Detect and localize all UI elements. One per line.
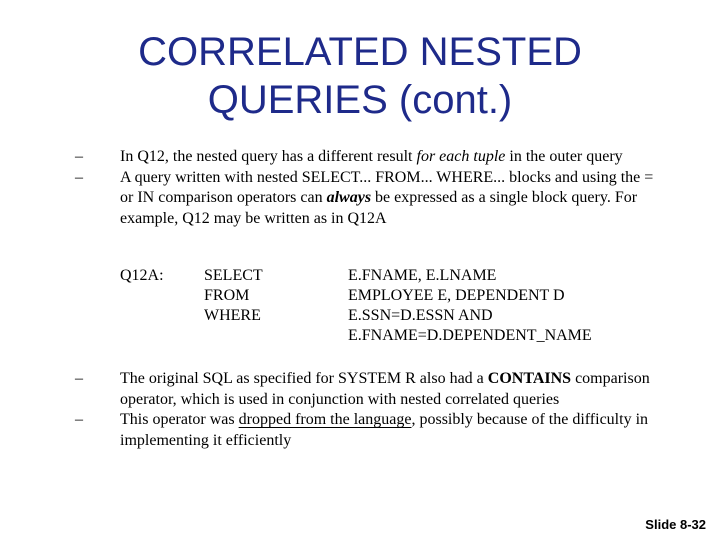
dash-icon	[38, 410, 120, 431]
dash-icon	[38, 369, 120, 390]
keyword-from: FROM	[204, 287, 250, 304]
title-line-2: QUERIES (cont.)	[207, 78, 513, 122]
slide-number: Slide 8-32	[645, 517, 706, 532]
bottom-bullet-list	[38, 369, 668, 451]
query-label-text: Q12A:	[120, 267, 164, 284]
emphasis-text: for each tuple	[416, 148, 506, 165]
strong-text: CONTAINS	[487, 370, 572, 387]
bullet-item	[38, 147, 668, 168]
bullet-text: This operator was	[120, 411, 239, 428]
keyword-select: SELECT	[204, 267, 263, 284]
bullet-text: , possibly because of the difficulty in implementing it efficiently	[120, 411, 649, 449]
keyword-where: WHERE	[204, 307, 261, 324]
query-values	[348, 266, 592, 346]
bullet-text: A query written with nested SELECT... FROM... WHERE... blocks and using the = or IN comparison operators can	[120, 168, 654, 206]
emphasis-text: always	[326, 189, 372, 206]
bullet-item	[38, 369, 668, 410]
underlined-text: dropped from the language	[238, 411, 412, 428]
query-keywords	[204, 266, 263, 326]
bullet-text: in the outer query	[505, 148, 623, 165]
bullet-item	[38, 410, 668, 451]
slide-title	[60, 28, 660, 124]
dash-icon	[38, 168, 120, 189]
top-bullet-list	[38, 147, 668, 229]
select-clause: E.FNAME, E.LNAME	[348, 267, 497, 284]
dash-icon	[38, 147, 120, 168]
bullet-item	[38, 168, 668, 230]
bullet-text: comparison operator, which is used in conjunction with nested correlated queries	[120, 370, 650, 408]
bullet-text: The original SQL as specified for SYSTEM R also had a	[120, 370, 488, 387]
bullet-text: be expressed as a single block query. For example, Q12 may be written as in Q12A	[120, 189, 638, 227]
from-clause: EMPLOYEE E, DEPENDENT D	[348, 287, 565, 304]
query-label	[120, 266, 164, 286]
bullet-text: In Q12, the nested query has a different result	[120, 148, 417, 165]
where-clause-line-1: E.SSN=D.ESSN AND	[348, 307, 493, 324]
title-line-1: CORRELATED NESTED	[138, 30, 582, 74]
where-clause-line-2: E.FNAME=D.DEPENDENT_NAME	[348, 327, 592, 344]
